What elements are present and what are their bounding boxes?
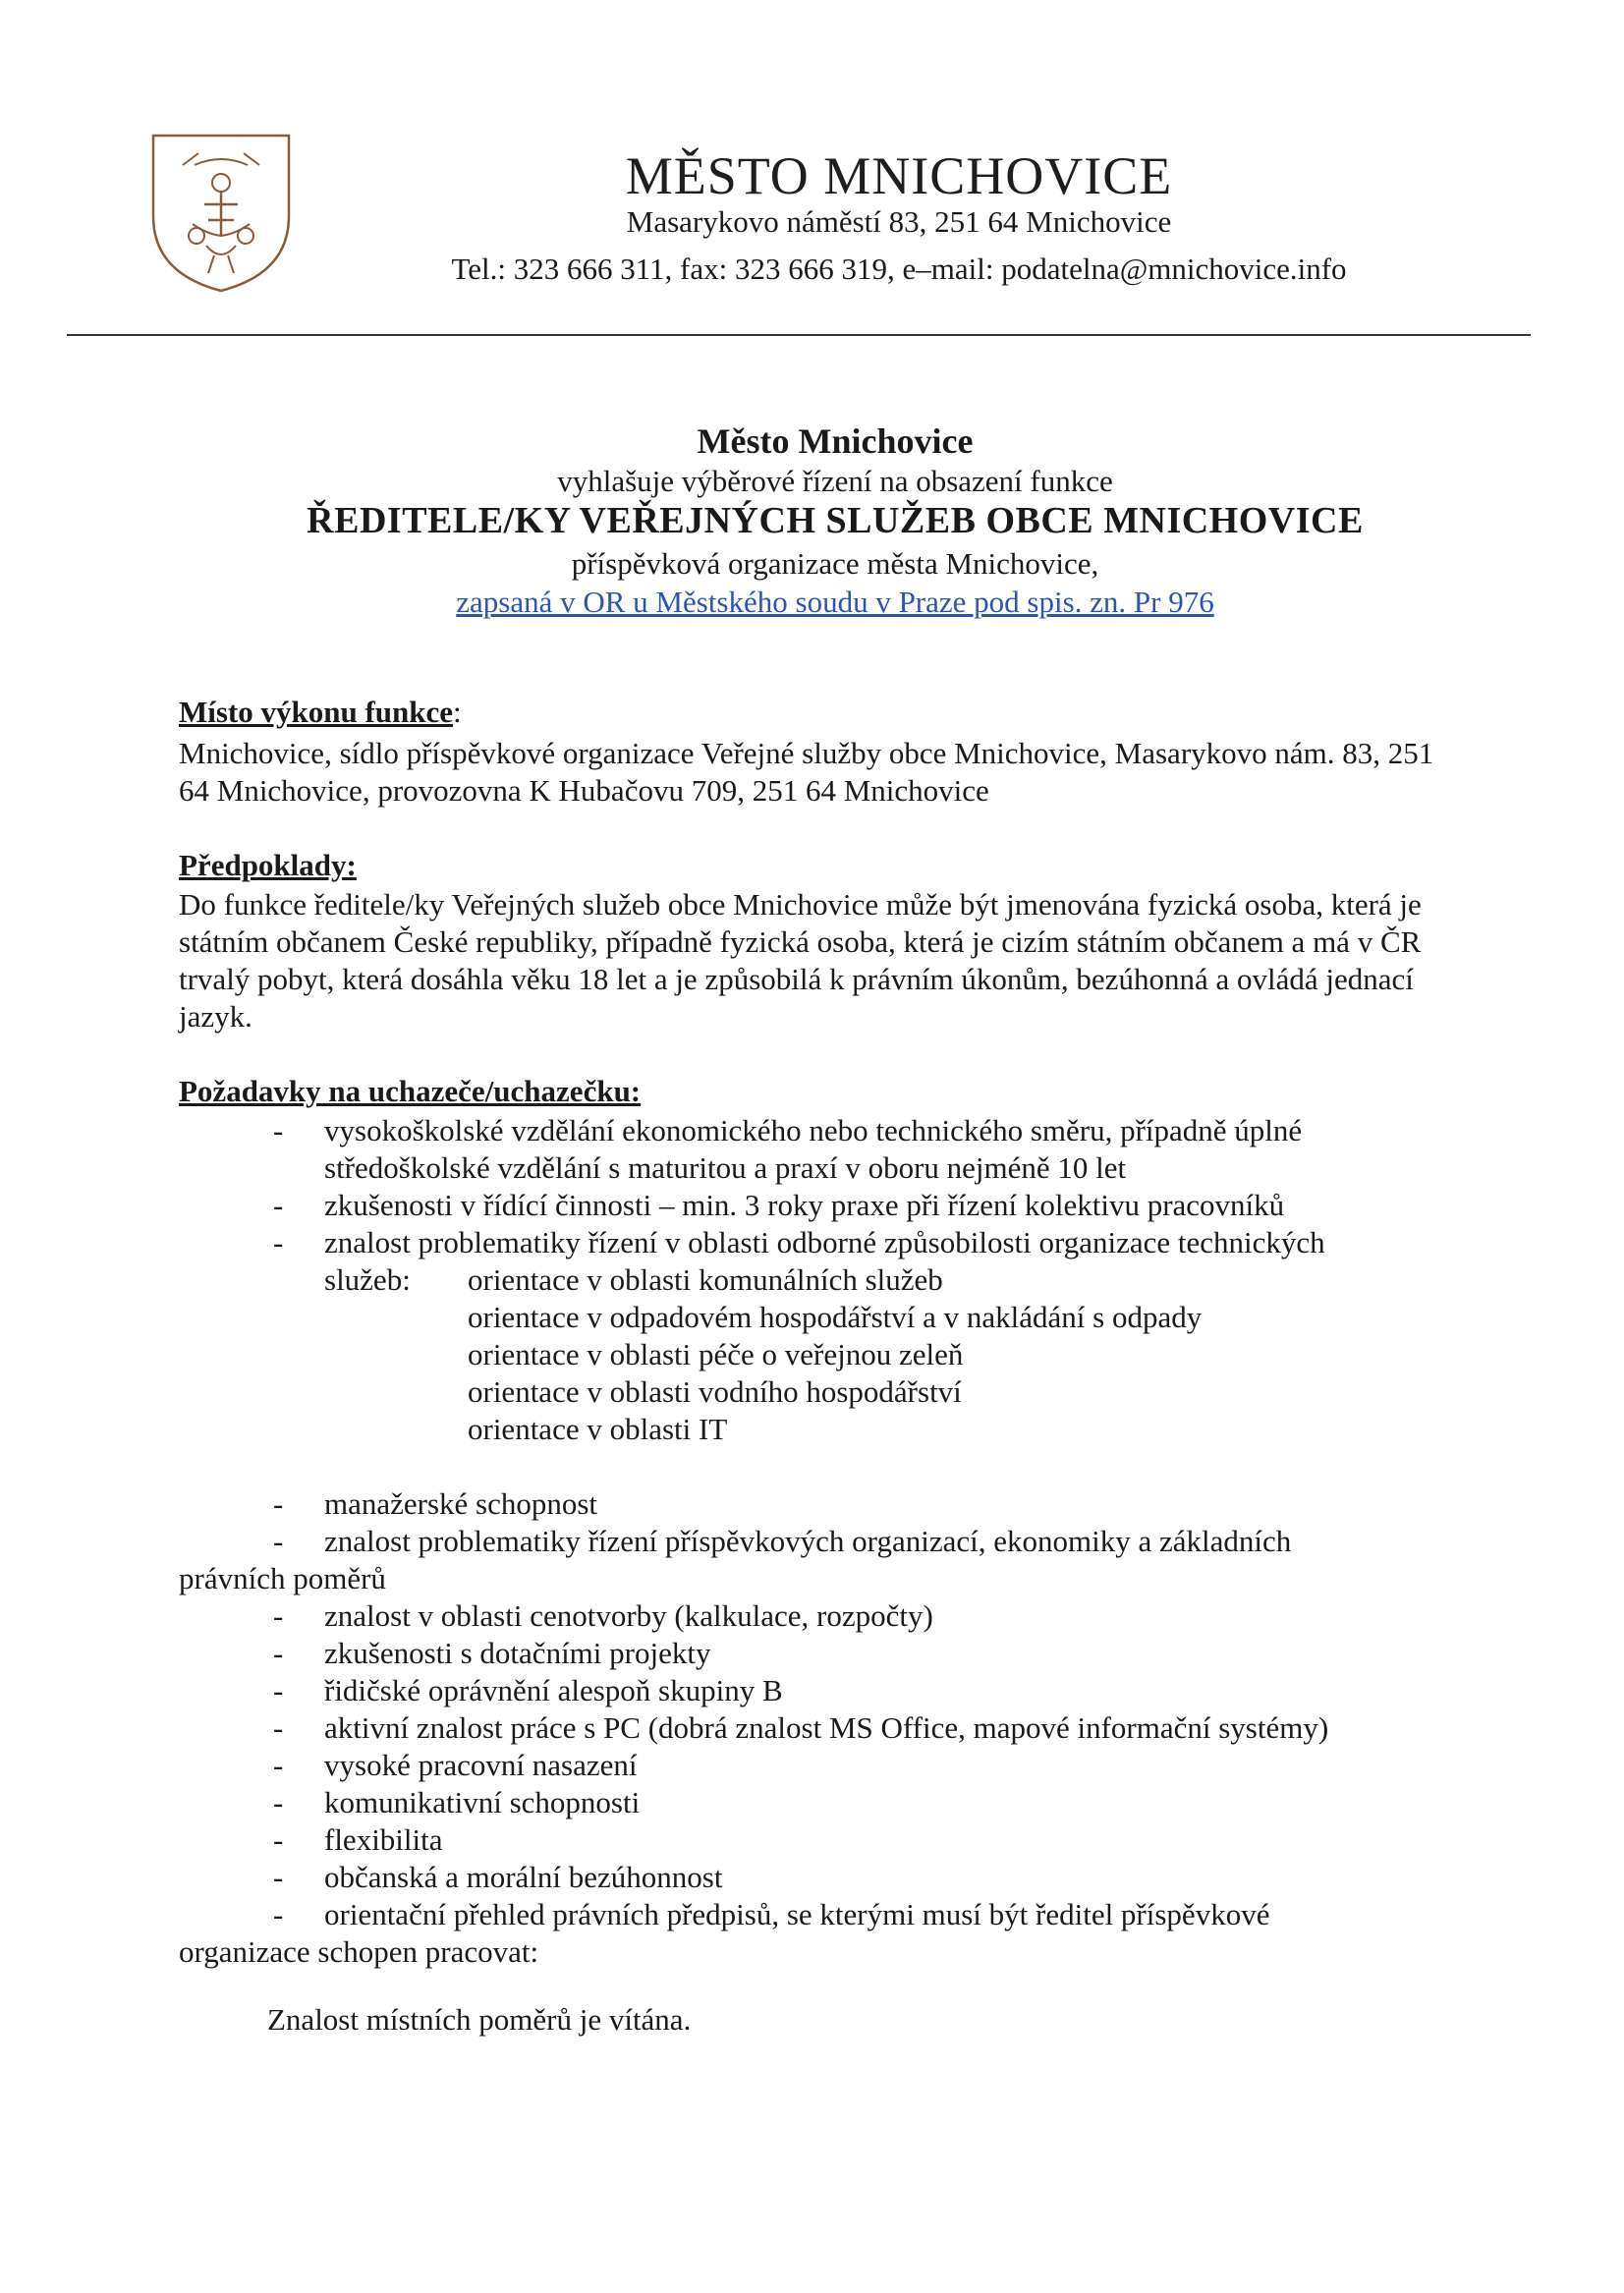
requirements-list xyxy=(179,1112,1456,1971)
org-address: Masarykovo náměstí 83, 251 64 Mnichovice xyxy=(626,204,1172,239)
services-label: služeb: xyxy=(324,1262,411,1297)
requirements-heading: Požadavky na uchazeče/uchazečku: xyxy=(179,1074,642,1108)
spacer xyxy=(179,1448,1456,1485)
prerequisites-text: Do funkce ředitele/ky Veřejných služeb obce Mnichovice může být jmenována fyzická osoba, která je státním občanem České republiky, případně fyzická osoba, která je cizím státním občanem a má v ČR trvalý pobyt, která dosáhla věku 18 let a je způsobilá k právním úkonům, bezúhonná a ovládá jednací jazyk. xyxy=(179,887,1422,1034)
list-dash: - xyxy=(273,1636,284,1670)
registry-link[interactable]: zapsaná v OR u Městského soudu v Praze pod spis. zn. Pr 976 xyxy=(456,585,1214,619)
list-item-text: aktivní znalost práce s PC (dobrá znalost MS Office, mapové informační systémy) xyxy=(324,1710,1329,1745)
list-item xyxy=(179,1597,1456,1635)
list-item-text: středoškolské vzdělání s maturitou a praxí v oboru nejméně 10 let xyxy=(324,1150,1127,1185)
list-item-text: manažerské schopnost xyxy=(324,1486,598,1521)
list-dash: - xyxy=(273,1860,284,1894)
services-list xyxy=(468,1261,1202,1448)
list-item xyxy=(179,1821,1456,1859)
list-item-text: občanská a morální bezúhonnost xyxy=(324,1860,723,1894)
list-item-text: organizace schopen pracovat: xyxy=(179,1934,539,1969)
list-item-text: flexibilita xyxy=(324,1822,443,1857)
list-item-text: vysokoškolské vzdělání ekonomického nebo technického směru, případně úplné xyxy=(324,1113,1303,1147)
place-heading-row xyxy=(179,694,1446,731)
closing-note: Znalost místních poměrů je vítána. xyxy=(267,2002,692,2037)
list-item-text: znalost v oblasti cenotvorby (kalkulace, rozpočty) xyxy=(324,1598,933,1633)
list-item xyxy=(179,1859,1456,1896)
list-dash: - xyxy=(273,1822,284,1857)
list-dash: - xyxy=(273,1188,284,1222)
service-item: orientace v oblasti komunálních služeb xyxy=(468,1262,943,1297)
list-item xyxy=(179,1485,1456,1523)
list-item xyxy=(179,1523,1456,1597)
list-item xyxy=(179,1635,1456,1672)
list-dash: - xyxy=(273,1673,284,1707)
list-item-text: zkušenosti s dotačními projekty xyxy=(324,1636,711,1670)
place-text: Mnichovice, sídlo příspěvkové organizace Veřejné služby obce Mnichovice, Masarykovo nám. 83, 251 64 Mnichovice, provozovna K Hubačovu 709, 251 64 Mnichovice xyxy=(179,736,1434,808)
list-item xyxy=(179,1224,1456,1261)
list-item-text: právních poměrů xyxy=(179,1561,386,1595)
list-item xyxy=(179,1672,1456,1709)
list-dash: - xyxy=(273,1225,284,1259)
announcement-intro: vyhlašuje výběrové řízení na obsazení funkce xyxy=(557,464,1113,498)
list-dash: - xyxy=(273,1785,284,1819)
list-dash: - xyxy=(273,1897,284,1931)
list-dash: - xyxy=(273,1598,284,1633)
service-item: orientace v odpadovém hospodářství a v nakládání s odpady xyxy=(468,1300,1203,1334)
list-item xyxy=(179,1784,1456,1821)
list-dash: - xyxy=(273,1113,284,1147)
services-block xyxy=(179,1261,1456,1448)
announcement-title: Město Mnichovice xyxy=(697,421,974,461)
list-item-text: řidičské oprávnění alespoň skupiny B xyxy=(324,1673,783,1707)
org-name: MĚSTO MNICHOVICE xyxy=(625,146,1173,205)
list-item-text: orientační přehled právních předpisů, se kterými musí být ředitel příspěvkové xyxy=(324,1897,1270,1931)
list-item xyxy=(179,1747,1456,1784)
list-item-text: zkušenosti v řídící činnosti – min. 3 roky praxe při řízení kolektivu pracovníků xyxy=(324,1188,1285,1222)
place-heading: Místo výkonu funkce xyxy=(179,695,454,729)
list-item-text: znalost problematiky řízení v oblasti odborné způsobilosti organizace technických xyxy=(324,1225,1325,1259)
list-dash: - xyxy=(273,1748,284,1782)
list-dash: - xyxy=(273,1486,284,1521)
list-dash: - xyxy=(273,1524,284,1558)
list-item-text: komunikativní schopnosti xyxy=(324,1785,641,1819)
service-item: orientace v oblasti vodního hospodářství xyxy=(468,1374,962,1409)
announcement-organization: příspěvková organizace města Mnichovice, xyxy=(571,546,1099,581)
header-divider xyxy=(67,334,1531,336)
list-dash: - xyxy=(273,1710,284,1745)
service-item: orientace v oblasti péče o veřejnou zeleň xyxy=(468,1337,964,1371)
list-item xyxy=(179,1896,1456,1971)
prerequisites-heading: Předpoklady: xyxy=(179,848,357,882)
coat-of-arms-logo xyxy=(147,126,295,295)
place-heading-colon: : xyxy=(453,695,462,729)
list-item-text: znalost problematiky řízení příspěvkových organizací, ekonomiky a základních xyxy=(324,1524,1292,1558)
service-item: orientace v oblasti IT xyxy=(468,1412,728,1446)
list-item xyxy=(179,1112,1456,1187)
list-item-text: vysoké pracovní nasazení xyxy=(324,1748,638,1782)
announcement-position: ŘEDITELE/KY VEŘEJNÝCH SLUŽEB OBCE MNICHOVICE xyxy=(307,500,1364,541)
org-contact: Tel.: 323 666 311, fax: 323 666 319, e–mail: podatelna@mnichovice.info xyxy=(451,252,1347,286)
list-item xyxy=(179,1709,1456,1747)
list-item xyxy=(179,1187,1456,1224)
